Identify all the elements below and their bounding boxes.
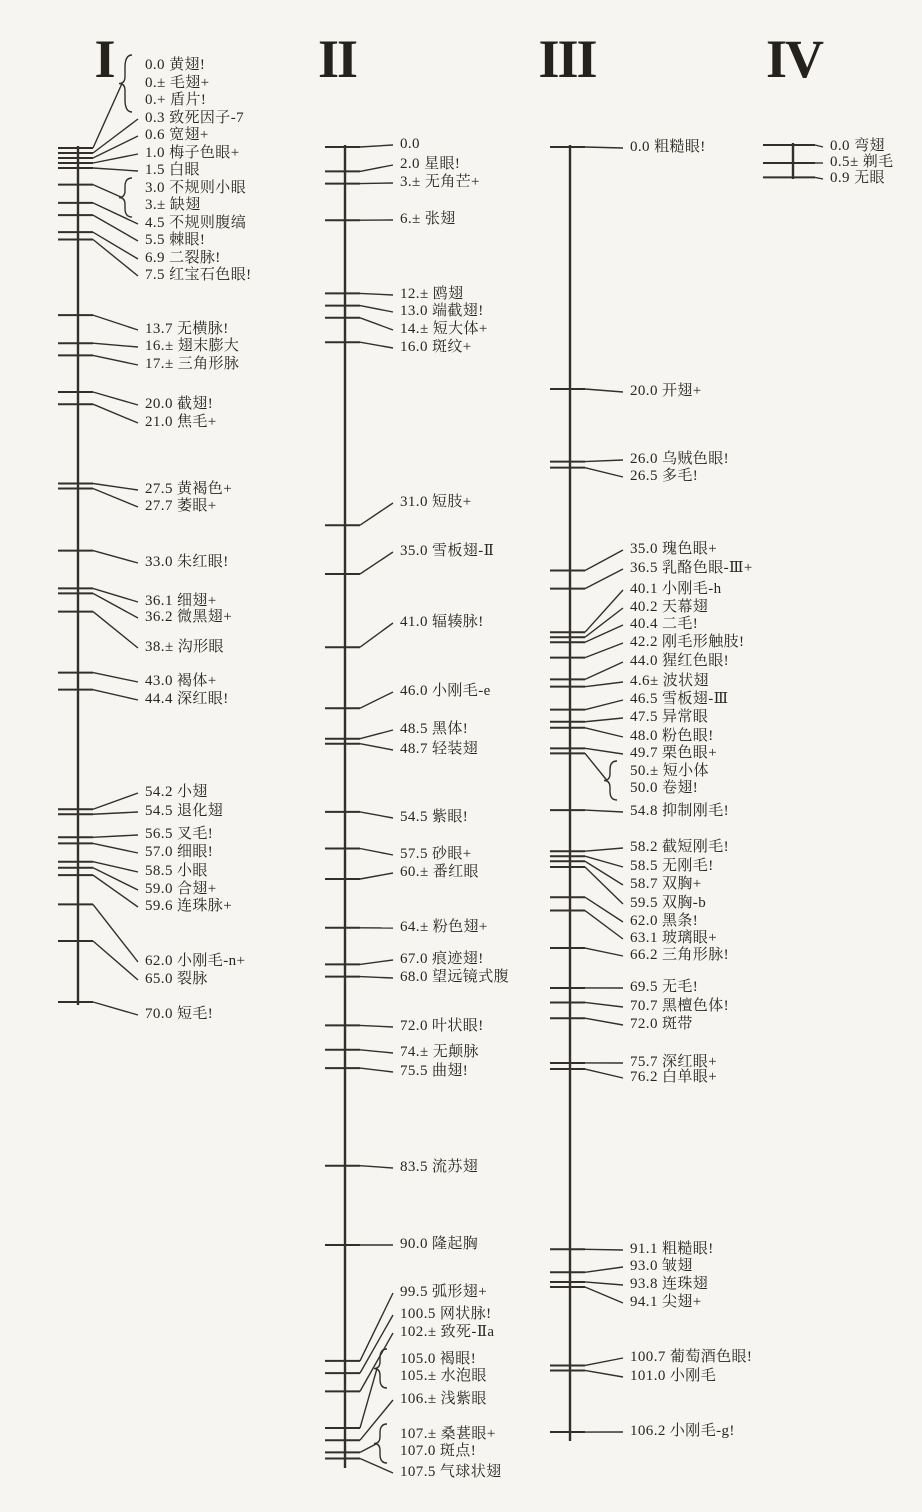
gene-label: 21.0 焦毛+ [145,414,217,430]
gene-label: 38.± 沟形眼 [145,639,224,655]
gene-label: 48.7 轻装翅 [400,741,479,757]
gene-label: 56.5 叉毛! [145,826,214,842]
gene-label: 0.± 毛翅+ [145,75,210,91]
gene-label: 49.7 栗色眼+ [630,745,718,761]
gene-label: 67.0 痕迹翅! [400,951,484,967]
gene-label: 3.± 无角芒+ [400,174,480,190]
gene-label: 59.6 连珠脉+ [145,898,233,914]
gene-label: 43.0 褐体+ [145,673,217,689]
gene-label: 2.0 星眼! [400,156,461,172]
gene-label: 58.2 截短刚毛! [630,839,729,855]
gene-label: 0.5± 剃毛 [830,154,894,170]
gene-label: 83.5 流苏翅 [400,1159,479,1175]
gene-label: 40.2 天幕翅 [630,599,709,615]
gene-label: 62.0 黑条! [630,913,699,929]
gene-label: 0.+ 盾片! [145,92,207,108]
gene-label: 33.0 朱红眼! [145,554,229,570]
gene-label: 57.0 细眼! [145,844,214,860]
gene-label: 58.5 小眼 [145,863,208,879]
gene-label: 102.± 致死-Ⅱa [400,1324,495,1340]
gene-label: 0.3 致死因子-7 [145,110,244,126]
gene-label: 70.0 短毛! [145,1006,214,1022]
gene-label: 20.0 截翅! [145,396,214,412]
gene-label: 1.0 梅子色眼+ [145,145,240,161]
gene-label: 36.2 微黑翅+ [145,609,233,625]
gene-label: 59.0 合翅+ [145,881,217,897]
gene-label: 26.5 多毛! [630,468,699,484]
gene-label: 20.0 开翅+ [630,383,702,399]
gene-label: 3.0 不规则小眼 [145,180,247,196]
gene-label: 74.± 无颠脉 [400,1044,479,1060]
gene-label: 75.7 深红眼+ [630,1054,718,1070]
gene-label: 0.0 [400,136,420,152]
gene-label: 35.0 雪板翅-Ⅱ [400,543,495,559]
gene-label: 68.0 望远镜式腹 [400,969,510,985]
gene-label: 54.5 紫眼! [400,809,469,825]
gene-label: 72.0 叶状眼! [400,1018,484,1034]
gene-label: 41.0 辐辏脉! [400,614,484,630]
gene-label: 42.2 刚毛形触肢! [630,634,745,650]
gene-label: 7.5 红宝石色眼! [145,267,252,283]
gene-label: 100.5 网状脉! [400,1306,492,1322]
gene-label: 0.6 宽翅+ [145,127,209,143]
gene-label: 63.1 玻璃眼+ [630,930,718,946]
gene-label: 0.0 粗糙眼! [630,139,706,155]
gene-label: 40.4 二毛! [630,616,699,632]
gene-label: 107.5 气球状翅 [400,1464,502,1480]
gene-label: 4.5 不规则腹缟 [145,215,247,231]
chromosome-4-numeral: IV [765,29,823,89]
gene-label: 27.7 萎眼+ [145,498,217,514]
gene-label: 62.0 小刚毛-n+ [145,953,246,969]
gene-label: 64.± 粉色翅+ [400,919,488,935]
gene-label: 13.0 端截翅! [400,303,484,319]
gene-label: 48.5 黑体! [400,721,469,737]
gene-label: 105.0 褐眼! [400,1351,477,1367]
gene-label: 57.5 砂眼+ [400,846,472,862]
gene-label: 69.5 无毛! [630,979,699,995]
gene-label: 26.0 乌贼色眼! [630,451,729,467]
gene-label: 93.0 皱翅 [630,1258,693,1274]
gene-label: 58.5 无刚毛! [630,858,714,874]
gene-label: 0.9 无眼 [830,170,885,186]
gene-label: 58.7 双胸+ [630,876,702,892]
chromosome-2-numeral: II [317,29,357,89]
gene-label: 36.1 细翅+ [145,593,217,609]
gene-label: 91.1 粗糙眼! [630,1241,714,1257]
gene-label: 35.0 瑰色眼+ [630,541,718,557]
gene-label: 75.5 曲翅! [400,1063,469,1079]
gene-label: 106.2 小刚毛-g! [630,1423,735,1439]
gene-label: 94.1 尖翅+ [630,1294,702,1310]
gene-label: 107.± 桑葚眼+ [400,1426,496,1442]
gene-label: 31.0 短肢+ [400,494,472,510]
chromosome-3-numeral: III [538,29,596,89]
chromosome-1-numeral: I [94,29,114,89]
gene-label: 36.5 乳酪色眼-Ⅲ+ [630,560,753,576]
gene-label: 46.5 雪板翅-Ⅲ [630,691,729,707]
gene-label: 14.± 短大体+ [400,321,488,337]
gene-label: 59.5 双胸-b [630,895,707,911]
gene-label: 54.8 抑制刚毛! [630,803,729,819]
gene-label: 50.0 卷翅! [630,780,699,796]
gene-label: 100.7 葡萄酒色眼! [630,1349,753,1365]
gene-label: 90.0 隆起胸 [400,1236,479,1252]
gene-label: 65.0 裂脉 [145,971,208,987]
gene-label: 76.2 白单眼+ [630,1069,718,1085]
gene-label: 44.4 深红眼! [145,691,229,707]
gene-label: 6.9 二裂脉! [145,250,221,266]
gene-label: 99.5 弧形翅+ [400,1284,488,1300]
gene-label: 107.0 斑点! [400,1443,477,1459]
gene-label: 46.0 小刚毛-e [400,683,491,699]
gene-label: 4.6± 波状翅 [630,673,709,689]
gene-label: 101.0 小刚毛 [630,1368,717,1384]
gene-label: 5.5 棘眼! [145,232,206,248]
gene-label: 40.1 小刚毛-h [630,581,722,597]
gene-label: 0.0 弯翅 [830,138,885,154]
gene-label: 50.± 短小体 [630,763,709,779]
gene-label: 48.0 粉色眼! [630,728,714,744]
gene-label: 3.± 缺翅 [145,197,201,213]
gene-label: 1.5 白眼 [145,162,200,178]
gene-label: 66.2 三角形脉! [630,947,729,963]
gene-label: 72.0 斑带 [630,1016,693,1032]
gene-label: 27.5 黄褐色+ [145,481,233,497]
gene-label: 54.5 退化翅 [145,803,224,819]
gene-label: 12.± 鸥翅 [400,286,464,302]
gene-label: 6.± 张翅 [400,211,456,227]
gene-label: 60.± 番红眼 [400,864,479,880]
gene-label: 70.7 黑檀色体! [630,998,729,1014]
gene-label: 0.0 黄翅! [145,57,206,73]
gene-label: 105.± 水泡眼 [400,1368,487,1384]
gene-label: 106.± 浅紫眼 [400,1391,487,1407]
gene-label: 16.± 翅末膨大 [145,338,240,354]
gene-label: 47.5 异常眼 [630,709,709,725]
gene-label: 16.0 斑纹+ [400,339,472,355]
gene-label: 44.0 猩红色眼! [630,653,729,669]
gene-label: 13.7 无横脉! [145,321,229,337]
gene-label: 17.± 三角形脉 [145,356,240,372]
gene-label: 54.2 小翅 [145,784,208,800]
gene-label: 93.8 连珠翅 [630,1276,709,1292]
